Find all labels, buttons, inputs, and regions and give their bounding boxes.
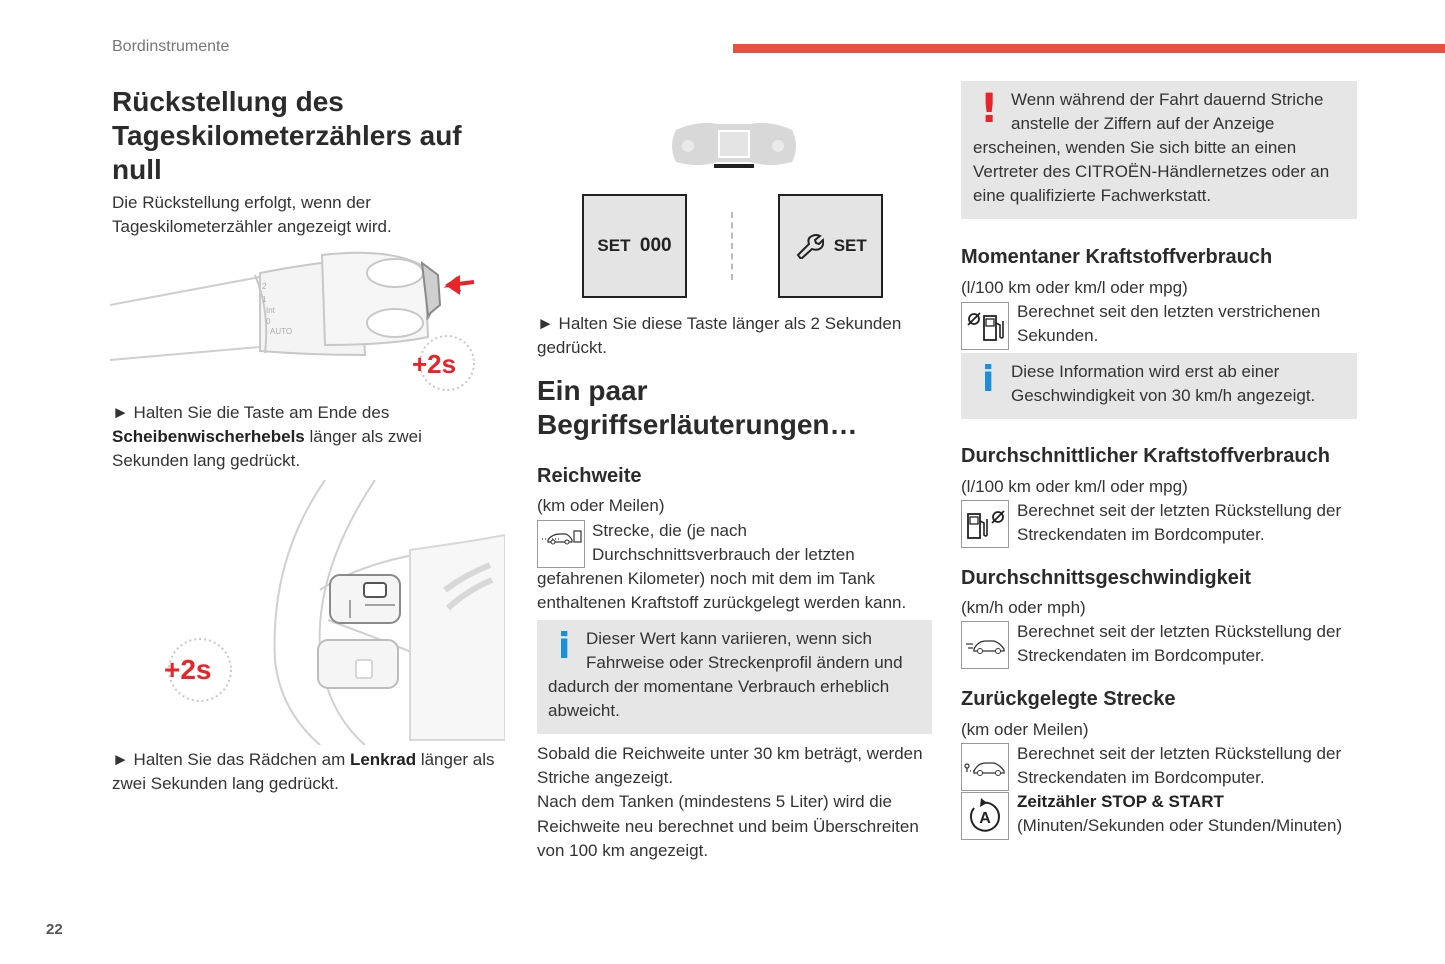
average-speed-heading: Durchschnittsgeschwindigkeit bbox=[961, 567, 1252, 589]
warning-icon: ! bbox=[980, 86, 999, 132]
stalk-label: 0 bbox=[266, 317, 271, 326]
accent-bar bbox=[733, 44, 1445, 53]
stop-start-icon bbox=[961, 792, 1009, 840]
text-line: Strecke, die (je nach bbox=[592, 521, 747, 540]
stop-start-desc bbox=[1017, 790, 1357, 838]
odometer-value: 000 bbox=[639, 235, 672, 256]
text-line: Halten Sie die Taste am Ende des bbox=[128, 403, 390, 422]
page-title bbox=[112, 85, 512, 187]
text-line: dadurch der momentane Verbrauch erheblich bbox=[548, 677, 890, 696]
hold-2s-badge: +2s bbox=[164, 654, 212, 685]
text-line: Berechnet seit der letzten Rückstellung der bbox=[1017, 744, 1342, 763]
definitions-title bbox=[537, 374, 932, 442]
text-line: Berechnet seit den letzten verstrichenen bbox=[1017, 302, 1321, 321]
bullet: ► bbox=[112, 403, 129, 422]
text-line: Fahrweise oder Streckenprofil ändern und bbox=[586, 653, 903, 673]
stalk-label: 1 bbox=[262, 295, 267, 304]
text-line: Berechnet seit der letzten Rückstellung der bbox=[1017, 622, 1342, 641]
instant-consumption-heading: Momentaner Kraftstoffverbrauch bbox=[961, 246, 1273, 268]
text-line: Streckendaten im Bordcomputer. bbox=[1017, 525, 1265, 545]
text-line: gefahrenen Kilometer) noch mit dem im Tank bbox=[537, 569, 875, 588]
bold-term: Scheibenwischerhebels bbox=[112, 427, 305, 447]
title-line: null bbox=[112, 154, 162, 185]
text-line: Vertreter des CITROËN-Händlernetzes oder an bbox=[973, 162, 1330, 182]
distance-icon bbox=[961, 743, 1009, 791]
stalk-label: Int bbox=[266, 306, 275, 315]
stop-start-letter: A bbox=[979, 810, 991, 827]
hold-2s-badge: +2s bbox=[412, 349, 457, 379]
text-line: Berechnet seit der letzten Rückstellung der bbox=[1017, 501, 1342, 520]
text-line: abweicht. bbox=[548, 701, 620, 721]
bullet: ► bbox=[112, 750, 129, 769]
set-wrench-key[interactable] bbox=[778, 194, 883, 298]
set-label: SET bbox=[833, 236, 867, 255]
text-line: Reichweite neu berechnet und beim Überschreiten bbox=[537, 816, 919, 836]
stop-start-unit: (Minuten/Sekunden oder Stunden/Minuten) bbox=[1017, 816, 1343, 836]
instant-desc bbox=[1017, 300, 1357, 348]
step-wheel bbox=[112, 748, 512, 796]
key-divider bbox=[731, 212, 733, 280]
text-line: ► Halten Sie diese Taste länger als 2 Sekunden bbox=[537, 314, 902, 333]
set-reset-key[interactable] bbox=[582, 194, 687, 298]
text-line: Streckendaten im Bordcomputer. bbox=[1017, 768, 1265, 788]
text-line: Wenn während der Fahrt dauernd Striche bbox=[1011, 90, 1324, 109]
average-speed-desc bbox=[1017, 620, 1357, 668]
text-line: eine qualifizierte Fachwerkstatt. bbox=[973, 186, 1212, 206]
average-speed-unit: (km/h oder mph) bbox=[961, 598, 1086, 617]
section-label: Bordinstrumente bbox=[112, 38, 230, 55]
distance-unit: (km oder Meilen) bbox=[961, 720, 1089, 739]
average-consumption-desc bbox=[1017, 499, 1357, 547]
step-wiper bbox=[112, 401, 512, 474]
text-line: gedrückt. bbox=[537, 338, 607, 358]
instant-unit: (l/100 km oder km/l oder mpg) bbox=[961, 278, 1188, 297]
text-line: Sekunden lang gedrückt. bbox=[112, 451, 301, 471]
average-consumption-heading: Durchschnittlicher Kraftstoffverbrauch bbox=[961, 445, 1330, 467]
bold-term: Lenkrad bbox=[349, 750, 417, 769]
text-line: länger als bbox=[416, 750, 495, 769]
text-line: Durchschnittsverbrauch der letzten bbox=[592, 545, 855, 565]
distance-desc bbox=[1017, 742, 1357, 790]
range-after-text bbox=[537, 742, 937, 863]
steering-wheel-illustration bbox=[150, 480, 505, 745]
info-icon: i bbox=[558, 626, 571, 667]
wrench-icon bbox=[794, 233, 824, 259]
title-line: Begriffserläuterungen… bbox=[537, 409, 858, 440]
stalk-label: AUTO bbox=[270, 327, 293, 336]
range-info-box bbox=[537, 620, 932, 734]
text-line: Streckendaten im Bordcomputer. bbox=[1017, 646, 1265, 666]
range-icon bbox=[537, 520, 585, 568]
average-fuel-icon bbox=[961, 500, 1009, 548]
instant-fuel-icon bbox=[961, 302, 1009, 350]
range-desc-top bbox=[592, 519, 932, 567]
instrument-cluster-icon bbox=[668, 116, 800, 172]
text-line: Diese Information wird erst ab einer bbox=[1011, 362, 1280, 381]
text-line: Sobald die Reichweite unter 30 km beträgt, werden bbox=[537, 744, 923, 763]
text-line: länger als zwei bbox=[304, 427, 422, 447]
stalk-label: 2 bbox=[262, 282, 267, 291]
text-line: Halten Sie das Rädchen am bbox=[128, 750, 350, 769]
title-line: Ein paar bbox=[537, 375, 648, 406]
text-line: enthaltenen Kraftstoff zurückgelegt werden kann. bbox=[537, 593, 907, 613]
wiper-stalk-illustration bbox=[110, 245, 490, 395]
hold-key-text bbox=[537, 312, 932, 360]
warning-box bbox=[961, 81, 1357, 219]
range-desc-bottom bbox=[537, 567, 932, 615]
text-line: Striche angezeigt. bbox=[537, 768, 674, 788]
text-line: Dieser Wert kann variieren, wenn sich bbox=[586, 629, 872, 648]
text-line: Die Rückstellung erfolgt, wenn der bbox=[112, 193, 371, 212]
title-line: Rückstellung des bbox=[112, 86, 344, 117]
text-line: von 100 km angezeigt. bbox=[537, 840, 709, 860]
average-consumption-unit: (l/100 km oder km/l oder mpg) bbox=[961, 477, 1188, 496]
set-label: SET bbox=[597, 236, 631, 255]
title-line: Tageskilometerzählers auf bbox=[112, 120, 462, 151]
instant-info-box bbox=[961, 353, 1357, 419]
range-heading: Reichweite bbox=[537, 465, 642, 487]
page-number: 22 bbox=[46, 921, 63, 938]
text-line: Nach dem Tanken (mindestens 5 Liter) wird die bbox=[537, 792, 892, 812]
average-speed-icon bbox=[961, 621, 1009, 669]
info-icon: i bbox=[982, 359, 995, 400]
intro-text bbox=[112, 191, 512, 239]
range-unit: (km oder Meilen) bbox=[537, 496, 665, 515]
stop-start-title: Zeitzähler STOP & START bbox=[1017, 792, 1224, 811]
text-line: erscheinen, wenden Sie sich bitte an einen bbox=[973, 138, 1297, 157]
text-line: anstelle der Ziffern auf der Anzeige bbox=[1011, 114, 1275, 134]
text-line: Sekunden. bbox=[1017, 326, 1099, 346]
text-line: Tageskilometerzähler angezeigt wird. bbox=[112, 217, 392, 237]
text-line: Geschwindigkeit von 30 km/h angezeigt. bbox=[1011, 386, 1316, 406]
text-line: zwei Sekunden lang gedrückt. bbox=[112, 774, 339, 794]
distance-heading: Zurückgelegte Strecke bbox=[961, 688, 1176, 710]
